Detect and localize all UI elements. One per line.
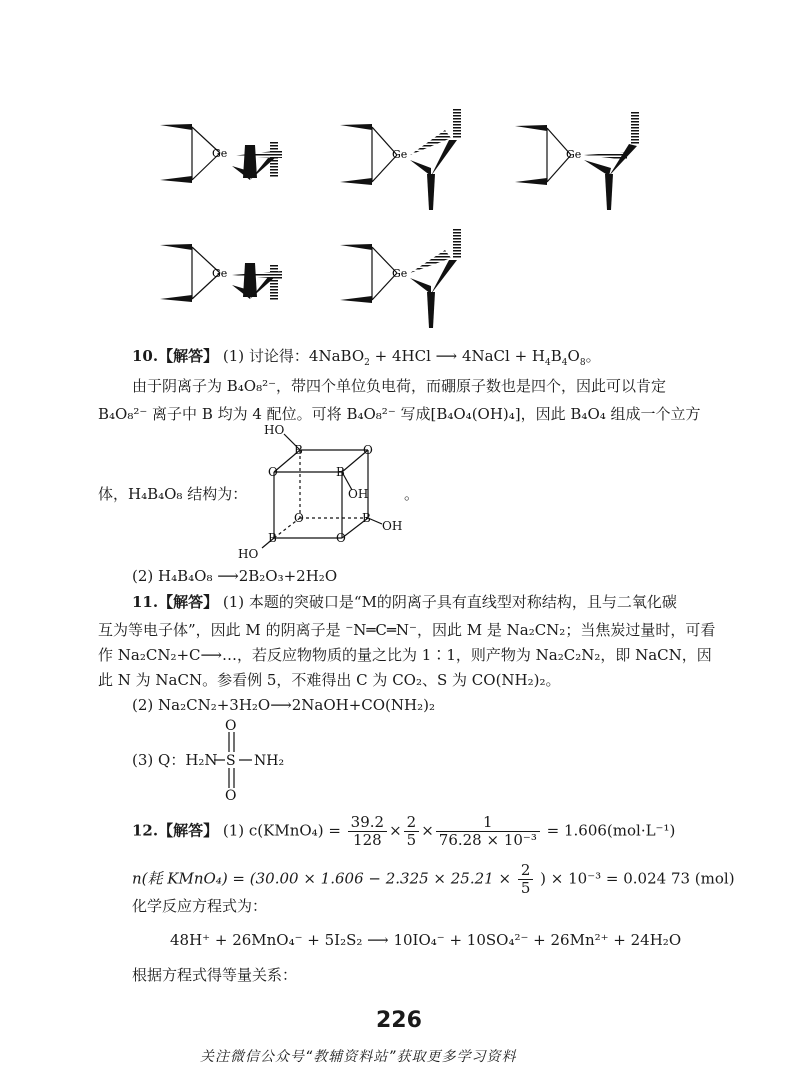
- q11-part-2: (2) Na₂CN₂+3H₂O⟶2NaOH+CO(NH₂)₂: [132, 696, 435, 714]
- fraction-1-over-76-28: $\frac{1}{\text{76.28 × 10⁻³}}$: [436, 814, 540, 849]
- cube-b-atom: B: [294, 443, 303, 457]
- q10-paragraph-3: B₄O₈²⁻ 离子中 B 均为 4 配位。可将 B₄O₈²⁻ 写成[B₄O₄(OH)₄]，因此 B₄O₄ 组成一个立方: [98, 405, 701, 423]
- fraction-2-over-5: $\frac{2}{5}$: [404, 814, 420, 849]
- ge-molecule-4: [160, 244, 282, 302]
- cube-ho-bottom: HO: [238, 547, 259, 561]
- cube-oh-mid: OH: [348, 487, 369, 501]
- sulfamide-o-bottom: O: [225, 788, 237, 802]
- q11-paragraph-2: 互为等电子体”，因此 M 的阴离子是 ⁻N═C═N⁻，因此 M 是 Na₂CN₂；当焦炭过量时，可看: [98, 621, 716, 639]
- ge-atom-label: Ge: [392, 148, 408, 161]
- cube-b-atom: B: [362, 511, 371, 525]
- q12-line-2: n(耗 KMnO₄) = (30.00 × 1.606 − 2.325 × 25.21 × $\frac{2}{5}$ ) × 10⁻³ = 0.024 73 (mol): [132, 861, 735, 897]
- q10-paragraph-2: 由于阴离子为 B₄O₈²⁻，带四个单位负电荷，而硼原子数也是四个，因此可以肯定: [132, 377, 667, 395]
- q12-paragraph-5: 根据方程式得等量关系：: [132, 966, 298, 984]
- q10-paragraph-4: 体，H₄B₄O₈ 结构为：: [98, 485, 248, 503]
- ge-molecule-2: [340, 108, 461, 210]
- q11-paragraph-3: 作 Na₂CN₂+C⟶…，若反应物物质的量之比为 1∶1，则产物为 Na₂C₂N₂，即 NaCN，因: [98, 646, 712, 664]
- q10-equation: (1) 讨论得：4NaBO$_2$ + 4HCl ⟶ 4NaCl + $H_4B_4O_8$。: [222, 347, 601, 368]
- sulfamide-s-atom: S: [226, 753, 236, 769]
- q11-part-3-label: (3) Q：H₂N: [132, 751, 218, 769]
- fraction-2-over-5-b: $\frac{2}{5}$: [518, 862, 534, 897]
- q10-period: 。: [404, 485, 420, 503]
- q10-part-2: (2) H₄B₄O₈ ⟶2B₂O₃+2H₂O: [132, 567, 338, 585]
- ge-atom-label: Ge: [212, 267, 228, 280]
- ge-atom-label: Ge: [566, 148, 582, 161]
- cube-o-atom: O: [268, 465, 278, 479]
- q12-paragraph-3: 化学反应方程式为：: [132, 897, 268, 915]
- sulfamide-o-top: O: [225, 718, 237, 734]
- q10-line-1: [132, 346, 601, 366]
- page-number: 226: [376, 1008, 422, 1033]
- ge-atom-label: Ge: [212, 147, 228, 160]
- q11-line-1: 11.【解答】 (1) 本题的突破口是“M的阴离子具有直线型对称结构，且与二氧化碳: [132, 593, 677, 611]
- ge-molecule-5: [340, 228, 461, 328]
- cube-ho-top: HO: [264, 423, 285, 437]
- q12-equation: 48H⁺ + 26MnO₄⁻ + 5I₂S₂ ⟶ 10IO₄⁻ + 10SO₄²⁻ + 26Mn²⁺ + 24H₂O: [170, 931, 682, 949]
- fraction-39-2-over-128: $\frac{39.2}{128}$: [348, 814, 387, 849]
- ge-molecule-3: [515, 112, 639, 210]
- cube-oh-right: OH: [382, 519, 403, 533]
- cube-o-atom: O: [294, 511, 304, 525]
- ge-atom-label: Ge: [392, 267, 408, 280]
- q11-label: 11.【解答】: [132, 593, 219, 611]
- cube-o-atom: O: [363, 443, 373, 457]
- q12-line-1: 12.【解答】 (1) c(KMnO₄) = $\frac{39.2}{128}$ × $\frac{2}{5}$ × $\frac{1}{\text{76.28 × 10⁻³}}$ = 1.606(mol·L⁻¹): [132, 813, 676, 849]
- cube-b-atom: B: [268, 531, 277, 545]
- q12-label: 12.【解答】: [132, 821, 219, 840]
- germanium-structures-figure: [150, 100, 670, 340]
- footer-promo-text: 关注微信公众号“教辅资料站”获取更多学习资料: [200, 1049, 517, 1065]
- ge-molecule-1: [160, 124, 282, 183]
- q10-label: 10.【解答】: [132, 347, 219, 365]
- sulfamide-nh2: NH₂: [254, 753, 285, 769]
- cube-o-atom: O: [336, 531, 346, 545]
- q11-paragraph-4: 此 N 为 NaCN。参看例 5，不难得出 C 为 CO₂、S 为 CO(NH₂)₂。: [98, 671, 561, 689]
- sulfamide-structure: [212, 718, 302, 802]
- cube-b-atom: B: [336, 465, 345, 479]
- h4b4o8-cube-structure: [228, 418, 418, 568]
